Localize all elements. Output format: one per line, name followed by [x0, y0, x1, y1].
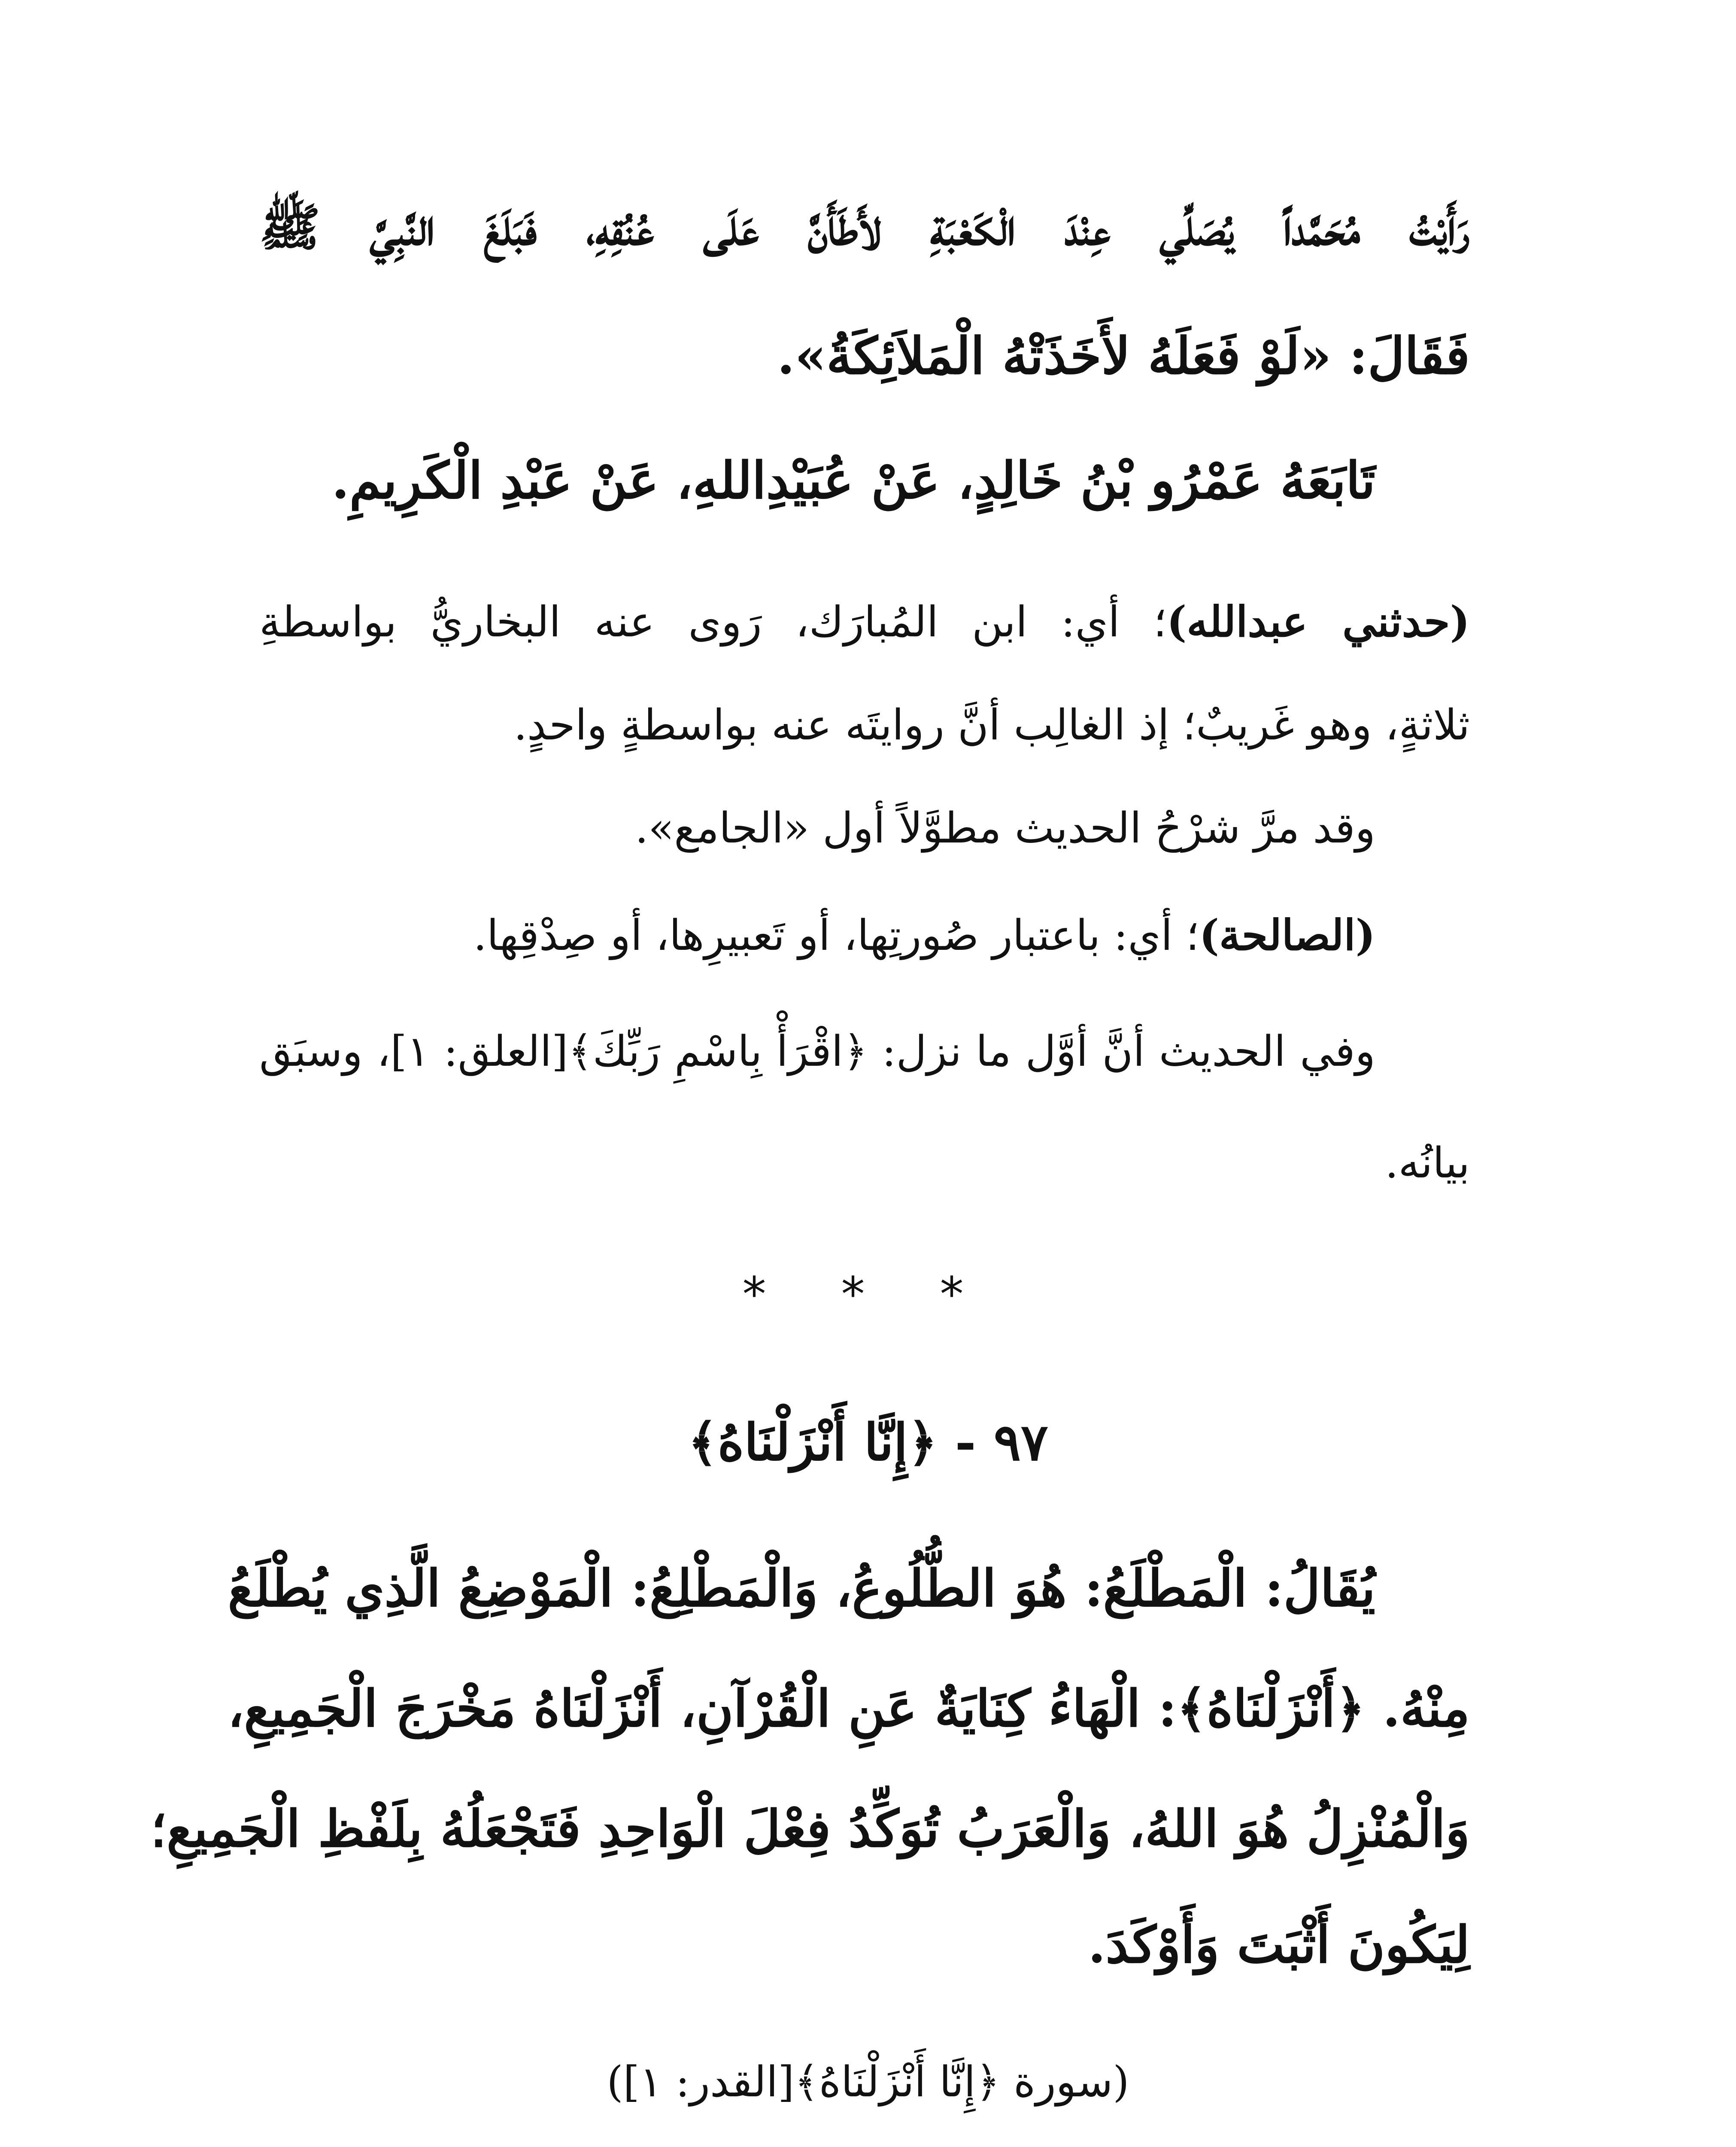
commentary-1-paragraph-4-line-1: وفي الحديث أنَّ أوَّل ما نزل: ﴿اقْرَأْ بِاسْمِ رَبِّكَ﴾[العلق: ١]، وسبَق — [259, 1027, 1375, 1076]
commentary-1-text: ؛ أي: ابن المُبارَك، رَوى عنه البخاريُّ بواسطةِ — [259, 598, 1167, 647]
commentary-1-text-2: ؛ أي: باعتبار صُورتِها، أو تَعبيرِها، أو صِدْقِها. — [473, 911, 1199, 960]
surah-heading: (سورة ﴿إِنَّا أَنْزَلْنَاهُ﴾[القدر: ١]) — [607, 2058, 1129, 2107]
chapter-line-3: وَالْمُنْزِلُ هُوَ اللهُ، وَالْعَرَبُ تُوَكِّدُ فِعْلَ الْوَاحِدِ فَتَجْعَلُهُ بِلَفْظِ الْجَمِيعِ؛ — [150, 1799, 1470, 1858]
commentary-1-line-1 — [259, 597, 1470, 647]
chapter-line-2: مِنْهُ. ﴿أَنْزَلْنَاهُ﴾: الْهَاءُ كِنَايَةٌ عَنِ الْقُرْآنِ، أَنْزَلْنَاهُ مَخْرَجَ الْجَمِيعِ، — [228, 1679, 1470, 1738]
section-separator: * * * — [742, 1267, 994, 1322]
hadith-line-2: فَقَالَ: «لَوْ فَعَلَهُ لأَخَذَتْهُ الْمَلاَئِكَةُ». — [777, 326, 1470, 386]
commentary-1-term-2: (الصالحة) — [1199, 911, 1375, 960]
chapter-line-1: يُقَالُ: الْمَطْلَعُ: هُوَ الطُّلُوعُ، وَالْمَطْلِعُ: الْمَوْضِعُ الَّذِي يُطْلَعُ — [228, 1558, 1375, 1618]
chapter-heading: ٩٧ - ﴿إِنَّا أَنْزَلْنَاهُ﴾ — [688, 1412, 1048, 1472]
commentary-1-paragraph-2: وقد مرَّ شرْحُ الحديث مطوَّلاً أول «الجامع». — [635, 804, 1375, 853]
commentary-1-paragraph-4-line-2: بيانُه. — [1385, 1139, 1470, 1188]
commentary-1-line-2: ثلاثةٍ، وهو غَريبٌ؛ إذ الغالِب أنَّ روايتَه عنه بواسطةٍ واحدٍ. — [513, 701, 1470, 750]
hadith-line-3: تَابَعَهُ عَمْرُو بْنُ خَالِدٍ، عَنْ عُبَيْدِاللهِ، عَنْ عَبْدِ الْكَرِيمِ. — [331, 450, 1375, 510]
chapter-line-4: لِيَكُونَ أَثْبَتَ وَأَوْكَدَ. — [1088, 1915, 1470, 1974]
commentary-1-term: (حدثني عبدالله) — [1166, 597, 1470, 647]
hadith-line-1: رَأَيْتُ مُحَمَّداً يُصَلِّي عِنْدَ الْكَعْبَةِ لأَطَأَنَّ عَلَى عُنُقِهِ، فَبَلَغَ النَّبِيَّ ﷺ — [259, 197, 1470, 257]
commentary-1-paragraph-3 — [259, 911, 1375, 960]
